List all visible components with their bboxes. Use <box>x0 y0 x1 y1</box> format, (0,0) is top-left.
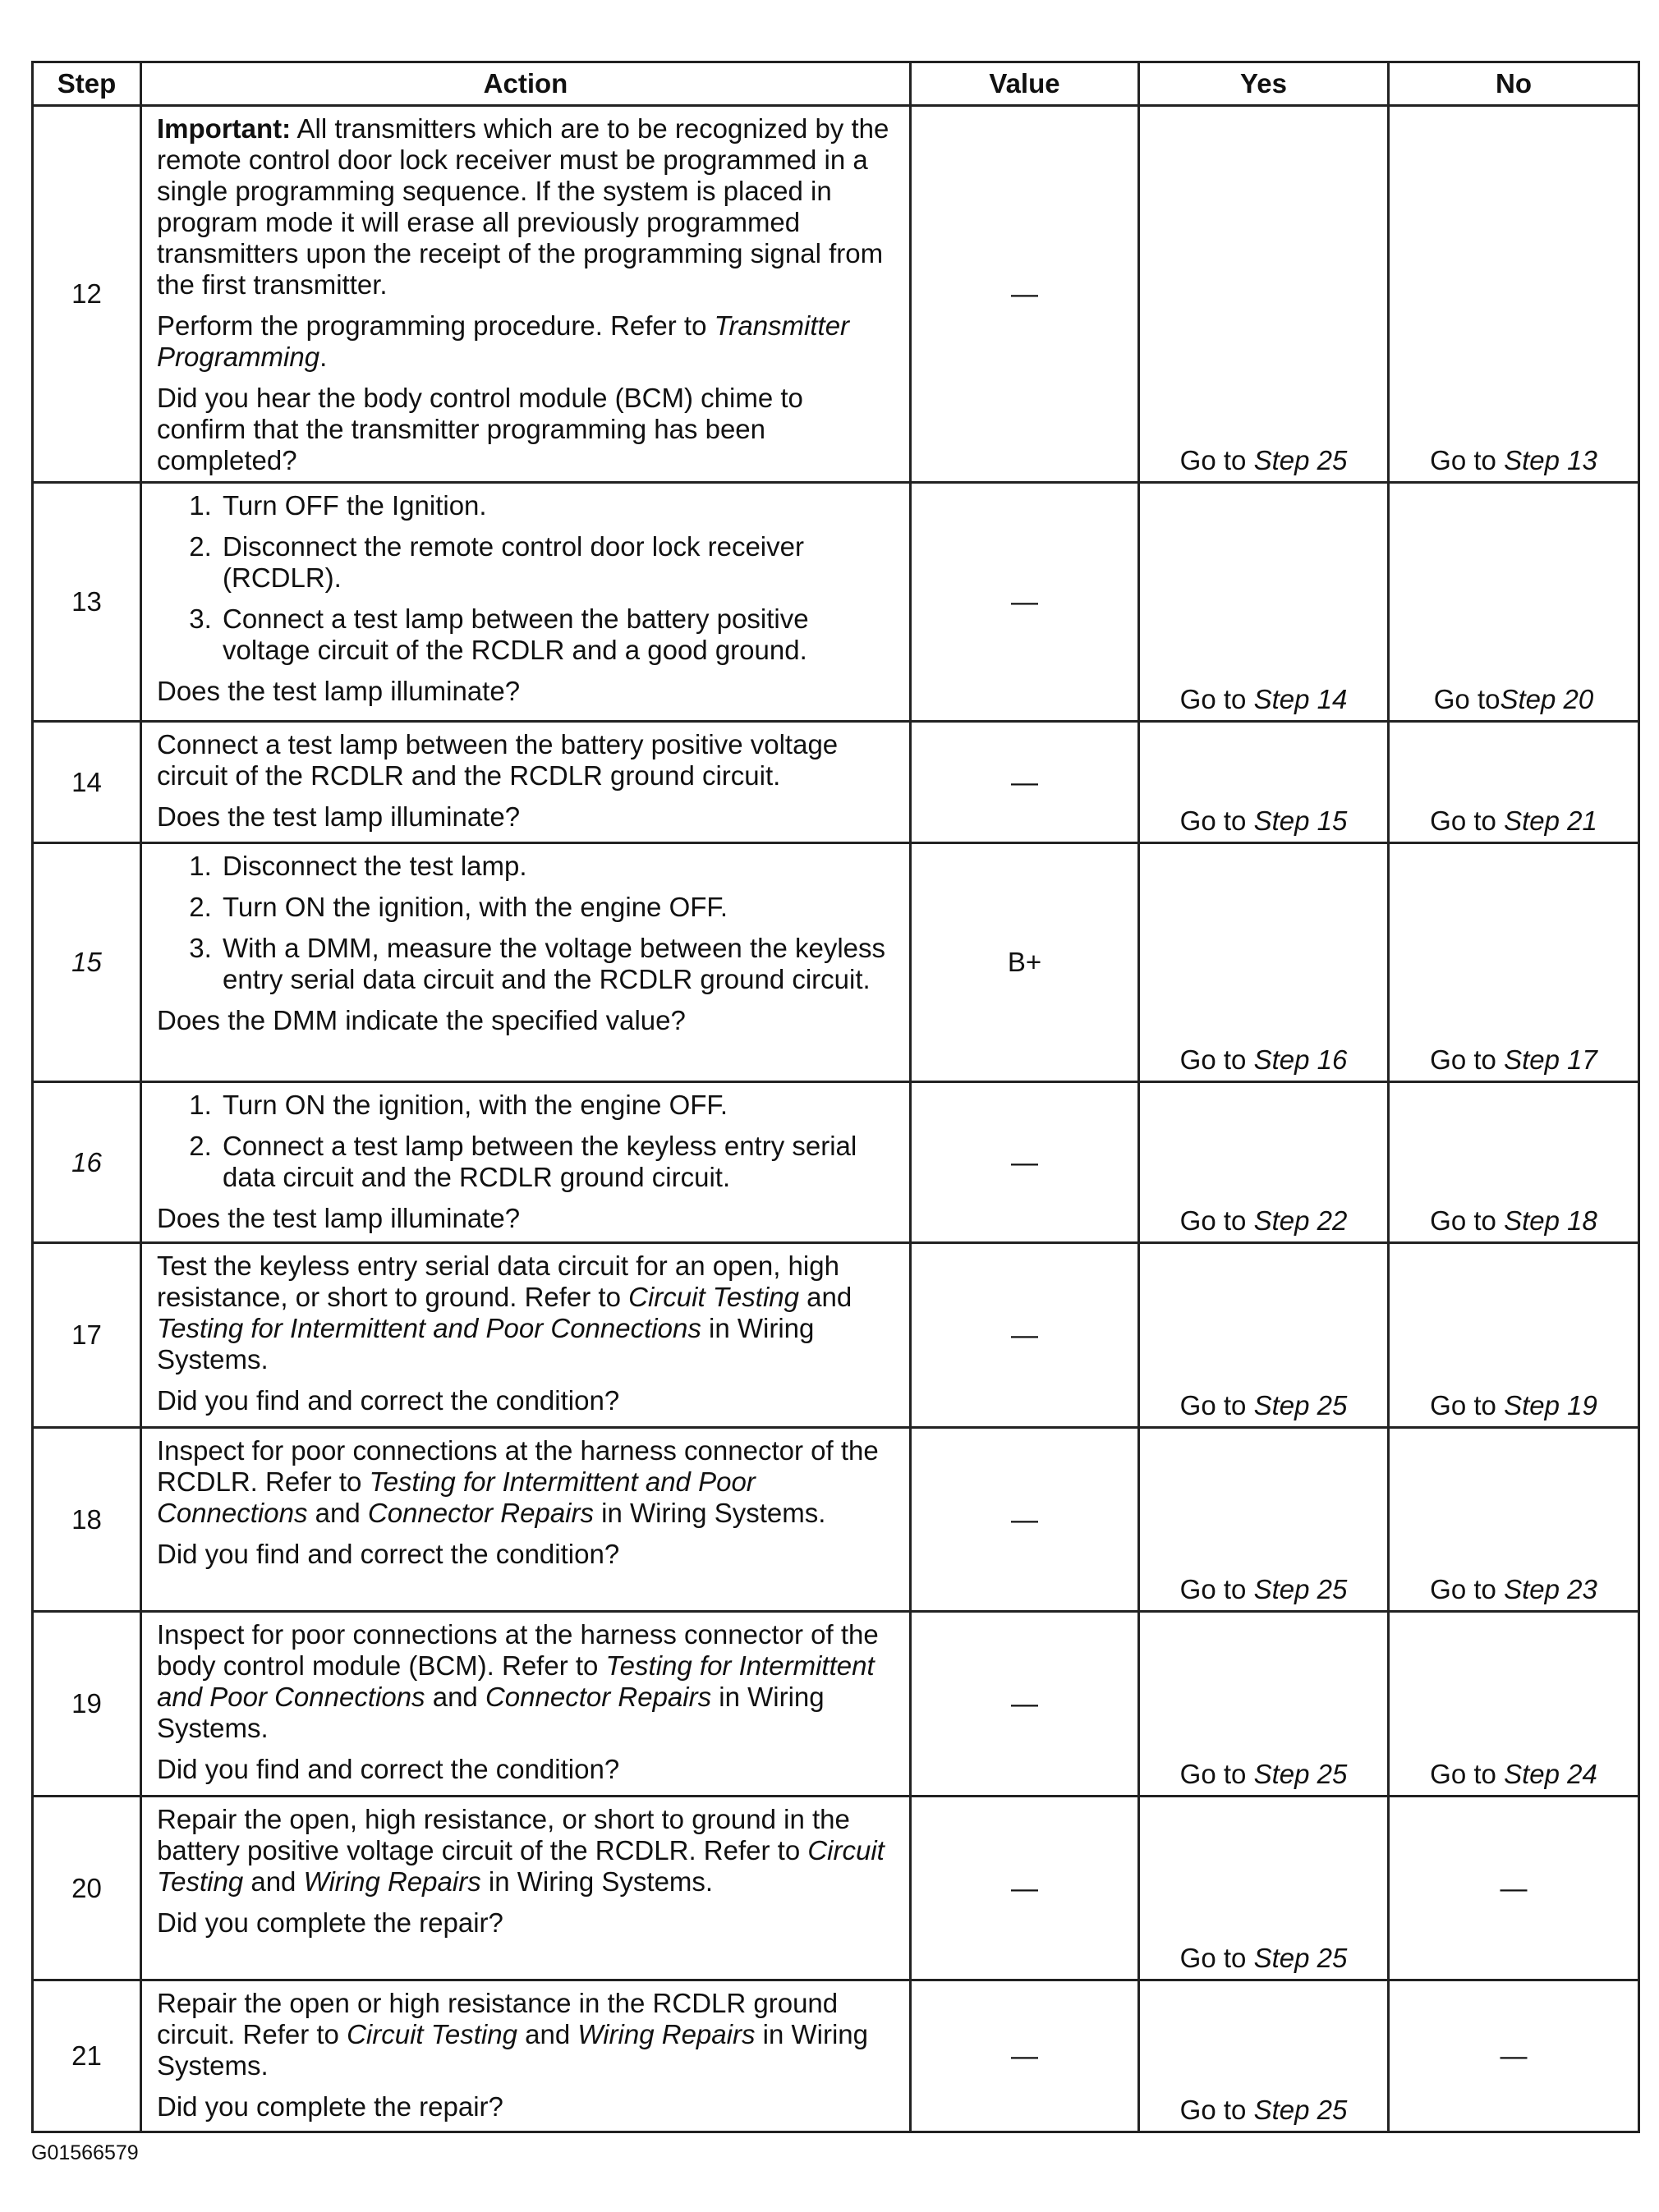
goto-prefix: Go to <box>1430 445 1505 475</box>
no-step-link[interactable]: Step 24 <box>1504 1759 1597 1789</box>
list-item: 1. Turn ON the ignition, with the engine OFF. <box>219 1090 894 1121</box>
action-cell <box>141 1243 911 1428</box>
goto-prefix: Go to <box>1430 1390 1505 1420</box>
reference-link[interactable]: Connector Repairs <box>485 1682 712 1712</box>
goto-prefix: Go to <box>1179 1759 1254 1789</box>
goto-prefix: Go to <box>1430 805 1505 836</box>
goto-prefix: Go to <box>1179 805 1254 836</box>
action-cell <box>141 1612 911 1797</box>
goto-prefix: Go to <box>1179 1205 1254 1236</box>
question: Did you find and correct the condition? <box>157 1385 620 1416</box>
no-cell <box>1389 1428 1639 1612</box>
reference-link[interactable]: Testing for Intermittent and Poor Connections <box>157 1466 756 1528</box>
reference-link[interactable]: Connector Repairs <box>367 1498 594 1528</box>
yes-step-link[interactable]: Step 25 <box>1253 2095 1348 2125</box>
text-run: Repair the open, high resistance, or short to ground in the battery positive voltage circuit of the RCDLR. Refer to <box>157 1804 850 1866</box>
question: Did you find and correct the condition? <box>157 1539 620 1569</box>
no-cell: — <box>1389 1797 1639 1980</box>
question: Did you complete the repair? <box>157 1907 503 1938</box>
list-item: 2. Turn ON the ignition, with the engine OFF. <box>219 892 894 923</box>
action-cell <box>141 1980 911 2132</box>
yes-step-link[interactable]: Step 16 <box>1253 1044 1348 1075</box>
question: Does the test lamp illuminate? <box>157 1203 521 1233</box>
no-cell <box>1389 106 1639 483</box>
table-row <box>33 1612 1639 1797</box>
no-cell <box>1389 1612 1639 1797</box>
text-run: and <box>243 1866 304 1897</box>
perform-text: Perform the programming procedure. Refer to <box>157 310 715 341</box>
action-text <box>157 1435 894 1529</box>
text-run: and <box>307 1498 368 1528</box>
value-cell: — <box>911 106 1139 483</box>
action-cell <box>141 106 911 483</box>
reference-link[interactable]: Circuit Testing <box>347 2019 517 2049</box>
list-item: 3. With a DMM, measure the voltage between the keyless entry serial data circuit and the RCDLR ground circuit. <box>219 933 894 995</box>
step-number: 14 <box>33 722 141 843</box>
reference-link[interactable]: Wiring Repairs <box>303 1866 481 1897</box>
list-item: 3. Connect a test lamp between the battery positive voltage circuit of the RCDLR and a good ground. <box>219 603 894 666</box>
value-cell: — <box>911 483 1139 722</box>
table-row <box>33 722 1639 843</box>
step-number: 16 <box>33 1082 141 1243</box>
no-step-link[interactable]: Step 20 <box>1500 684 1594 714</box>
table-row <box>33 1428 1639 1612</box>
value-cell: — <box>911 1797 1139 1980</box>
yes-cell <box>1139 1612 1389 1797</box>
goto-prefix: Go to <box>1179 445 1254 475</box>
perform-end: . <box>319 342 328 372</box>
table-row <box>33 1243 1639 1428</box>
important-text: All transmitters which are to be recognized by the remote control door lock receiver must be programmed in a single programming sequence. If the system is placed in program mode it will erase all previously programmed transmitters upon the receipt of the programming signal from the first transmitter. <box>157 113 889 300</box>
question: Did you complete the repair? <box>157 2091 503 2122</box>
no-step-link[interactable]: Step 17 <box>1504 1044 1597 1075</box>
yes-cell <box>1139 1428 1389 1612</box>
action-text <box>157 1619 894 1744</box>
reference-link[interactable]: Testing for Intermittent and Poor Connections <box>157 1650 875 1712</box>
action-text <box>157 1804 894 1898</box>
goto-prefix: Go to <box>1179 2095 1254 2125</box>
yes-step-link[interactable]: Step 25 <box>1253 1574 1348 1604</box>
action-cell <box>141 1428 911 1612</box>
yes-step-link[interactable]: Step 15 <box>1253 805 1348 836</box>
reference-link[interactable]: Transmitter Programming <box>157 310 850 372</box>
list-item: 1. Turn OFF the Ignition. <box>219 490 894 521</box>
goto-prefix: Go to <box>1179 1574 1254 1604</box>
goto-prefix: Go to <box>1430 1574 1505 1604</box>
header-yes: Yes <box>1139 62 1389 106</box>
yes-cell <box>1139 483 1389 722</box>
text-run: Inspect for poor connections at the harness connector of the body control module (BCM). Refer to <box>157 1619 879 1681</box>
no-cell <box>1389 722 1639 843</box>
goto-prefix: Go to <box>1179 684 1254 714</box>
diagnostic-table <box>31 61 1640 2133</box>
no-step-link[interactable]: Step 21 <box>1504 805 1597 836</box>
text-run: Repair the open or high resistance in the RCDLR ground circuit. Refer to <box>157 1988 839 2049</box>
figure-id: G01566579 <box>31 2141 139 2164</box>
no-step-link[interactable]: Step 23 <box>1504 1574 1597 1604</box>
no-cell <box>1389 483 1639 722</box>
step-number: 19 <box>33 1612 141 1797</box>
yes-cell <box>1139 722 1389 843</box>
goto-prefix: Go to <box>1179 1390 1254 1420</box>
header-no: No <box>1389 62 1639 106</box>
action-cell <box>141 1797 911 1980</box>
action-text <box>157 1988 894 2081</box>
yes-step-link[interactable]: Step 25 <box>1253 1390 1348 1420</box>
text-run: in Wiring Systems. <box>157 1313 815 1374</box>
header-value: Value <box>911 62 1139 106</box>
step-number: 21 <box>33 1980 141 2132</box>
perform-instruction <box>157 310 894 373</box>
goto-prefix: Go to <box>1430 1205 1505 1236</box>
numbered-steps <box>157 851 894 995</box>
question: Did you find and correct the condition? <box>157 1754 620 1784</box>
question: Did you hear the body control module (BCM) chime to confirm that the transmitter programming has been completed? <box>157 383 803 475</box>
table-header-row <box>33 62 1639 106</box>
goto-prefix: Go to <box>1430 1759 1505 1789</box>
value-cell: — <box>911 1428 1139 1612</box>
value-cell: B+ <box>911 843 1139 1082</box>
action-cell <box>141 483 911 722</box>
goto-prefix: Go to <box>1430 1044 1505 1075</box>
text-run: in Wiring Systems. <box>157 2019 868 2081</box>
important-note <box>157 113 894 301</box>
header-action: Action <box>141 62 911 106</box>
value-cell: — <box>911 1612 1139 1797</box>
text-run: in Wiring Systems. <box>157 1682 825 1743</box>
action-text <box>157 1251 894 1375</box>
no-cell <box>1389 1082 1639 1243</box>
step-number: 20 <box>33 1797 141 1980</box>
value-cell: — <box>911 1980 1139 2132</box>
goto-prefix: Go to <box>1179 1943 1254 1973</box>
list-item: 2. Connect a test lamp between the keyless entry serial data circuit and the RCDLR ground circuit. <box>219 1131 894 1193</box>
list-item: 2. Disconnect the remote control door lock receiver (RCDLR). <box>219 531 894 594</box>
yes-step-link[interactable]: Step 14 <box>1253 684 1348 714</box>
yes-cell <box>1139 1243 1389 1428</box>
step-number: 17 <box>33 1243 141 1428</box>
yes-step-link[interactable]: Step 25 <box>1253 445 1348 475</box>
action-text: Connect a test lamp between the battery positive voltage circuit of the RCDLR and the RCDLR ground circuit. <box>157 729 839 791</box>
yes-step-link[interactable]: Step 22 <box>1253 1205 1348 1236</box>
step-number: 18 <box>33 1428 141 1612</box>
yes-cell <box>1139 1797 1389 1980</box>
numbered-steps <box>157 1090 894 1193</box>
no-cell: — <box>1389 1980 1639 2132</box>
goto-prefix: Go to <box>1433 684 1500 714</box>
yes-step-link[interactable]: Step 25 <box>1253 1759 1348 1789</box>
action-cell <box>141 1082 911 1243</box>
list-item: 1. Disconnect the test lamp. <box>219 851 894 882</box>
no-cell <box>1389 843 1639 1082</box>
question: Does the test lamp illuminate? <box>157 801 521 832</box>
value-cell: — <box>911 1082 1139 1243</box>
table-row <box>33 1082 1639 1243</box>
text-run: Inspect for poor connections at the harness connector of the RCDLR. Refer to <box>157 1435 879 1497</box>
action-cell <box>141 843 911 1082</box>
no-step-link[interactable]: Step 13 <box>1504 445 1597 475</box>
step-number: 12 <box>33 106 141 483</box>
yes-cell <box>1139 106 1389 483</box>
yes-cell <box>1139 1980 1389 2132</box>
text-run: and <box>425 1682 485 1712</box>
step-number: 13 <box>33 483 141 722</box>
header-step: Step <box>33 62 141 106</box>
text-run: and <box>799 1282 852 1312</box>
text-run: in Wiring Systems. <box>594 1498 826 1528</box>
text-run: and <box>517 2019 578 2049</box>
yes-step-link[interactable]: Step 25 <box>1253 1943 1348 1973</box>
numbered-steps <box>157 490 894 666</box>
goto-prefix: Go to <box>1179 1044 1254 1075</box>
value-cell: — <box>911 1243 1139 1428</box>
no-cell <box>1389 1243 1639 1428</box>
text-run: in Wiring Systems. <box>480 1866 714 1897</box>
important-label: Important: <box>157 113 292 144</box>
yes-cell <box>1139 1082 1389 1243</box>
table-row <box>33 483 1639 722</box>
action-cell <box>141 722 911 843</box>
question: Does the test lamp illuminate? <box>157 676 521 706</box>
reference-link[interactable]: Testing for Intermittent and Poor Connections <box>157 1313 701 1343</box>
reference-link[interactable]: Wiring Repairs <box>577 2019 756 2049</box>
yes-cell <box>1139 843 1389 1082</box>
table-row <box>33 1980 1639 2132</box>
table-row <box>33 106 1639 483</box>
reference-link[interactable]: Circuit Testing <box>157 1835 885 1897</box>
step-number: 15 <box>33 843 141 1082</box>
question: Does the DMM indicate the specified value? <box>157 1005 686 1035</box>
value-cell: — <box>911 722 1139 843</box>
table-row <box>33 1797 1639 1980</box>
no-step-link[interactable]: Step 19 <box>1504 1390 1597 1420</box>
text-run: Test the keyless entry serial data circuit for an open, high resistance, or short to ground. Refer to <box>157 1251 839 1312</box>
table-row <box>33 843 1639 1082</box>
reference-link[interactable]: Circuit Testing <box>628 1282 799 1312</box>
no-step-link[interactable]: Step 18 <box>1504 1205 1597 1236</box>
